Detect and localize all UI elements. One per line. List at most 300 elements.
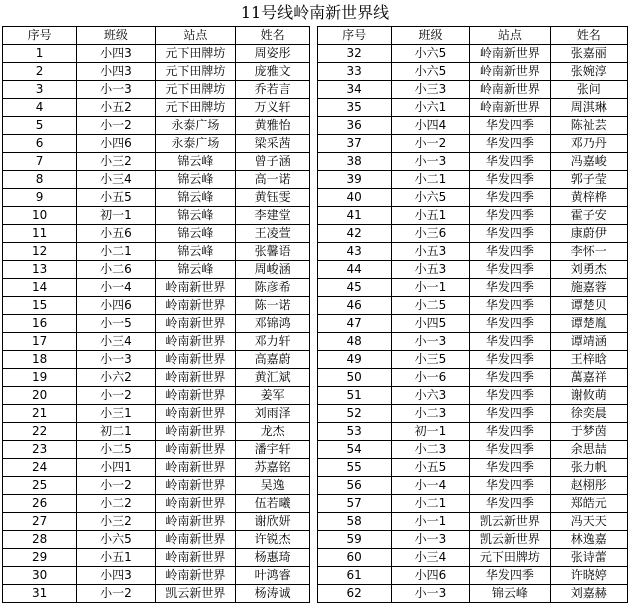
cell-name: 梁采茜 [236,135,310,153]
cell-name: 曾子涵 [236,153,310,171]
cell-name: 林逸嘉 [550,531,627,549]
cell-name: 郑皓元 [550,495,627,513]
table-row [3,261,628,279]
cell-class: 小一2 [77,117,155,135]
cell-number: 2 [3,63,77,81]
cell-number: 55 [317,459,391,477]
cell-class: 小五3 [391,243,469,261]
cell-name: 谢欣妍 [236,513,310,531]
cell-stop: 华发四季 [470,117,550,135]
cell-stop: 岭南新世界 [155,459,235,477]
cell-number: 47 [317,315,391,333]
cell-stop: 锦云峰 [155,189,235,207]
cell-name: 王凌萱 [236,225,310,243]
cell-number: 28 [3,531,77,549]
cell-class: 小一3 [391,153,469,171]
cell-name: 邓力轩 [236,333,310,351]
cell-stop: 华发四季 [470,333,550,351]
cell-class: 小一3 [391,333,469,351]
cell-name: 陈祉芸 [550,117,627,135]
cell-stop: 华发四季 [470,405,550,423]
column-separator [310,405,317,423]
cell-class: 小一1 [391,279,469,297]
cell-number: 9 [3,189,77,207]
cell-class: 初一1 [391,423,469,441]
column-separator [310,261,317,279]
cell-number: 33 [317,63,391,81]
column-separator [310,531,317,549]
cell-name: 刘雨泽 [236,405,310,423]
table-row [3,153,628,171]
cell-class: 小四3 [77,63,155,81]
cell-name: 张力帆 [550,459,627,477]
cell-number: 11 [3,225,77,243]
column-separator [310,27,317,45]
cell-number: 20 [3,387,77,405]
cell-class: 小二1 [391,171,469,189]
cell-name: 冯天天 [550,513,627,531]
cell-class: 小一3 [391,585,469,603]
col-header-stop: 站点 [470,27,550,45]
cell-number: 27 [3,513,77,531]
cell-stop: 凯云新世界 [155,585,235,603]
cell-name: 赵栩彤 [550,477,627,495]
cell-stop: 岭南新世界 [155,423,235,441]
cell-number: 54 [317,441,391,459]
cell-stop: 岭南新世界 [155,351,235,369]
cell-name: 谭楚胤 [550,315,627,333]
cell-class: 小一4 [391,477,469,495]
cell-name: 谭楚贝 [550,297,627,315]
cell-number: 25 [3,477,77,495]
column-separator [310,207,317,225]
cell-name: 许晓婷 [550,567,627,585]
column-separator [310,279,317,297]
cell-stop: 岭南新世界 [155,315,235,333]
col-header-number: 序号 [317,27,391,45]
column-separator [310,513,317,531]
column-separator [310,477,317,495]
cell-number: 34 [317,81,391,99]
cell-name: 杨惠琦 [236,549,310,567]
column-separator [310,369,317,387]
table-row [3,63,628,81]
cell-class: 小四6 [391,567,469,585]
cell-class: 小二3 [391,441,469,459]
cell-number: 26 [3,495,77,513]
column-separator [310,495,317,513]
cell-number: 42 [317,225,391,243]
cell-stop: 华发四季 [470,225,550,243]
cell-number: 32 [317,45,391,63]
cell-number: 23 [3,441,77,459]
table-row [3,459,628,477]
cell-stop: 元下田牌坊 [155,81,235,99]
cell-name: 周峻涵 [236,261,310,279]
cell-name: 周淇琳 [550,99,627,117]
cell-class: 小五5 [391,459,469,477]
cell-class: 小六5 [391,63,469,81]
cell-stop: 岭南新世界 [155,387,235,405]
header-row [3,27,628,45]
cell-stop: 岭南新世界 [155,405,235,423]
cell-class: 小一3 [77,81,155,99]
cell-stop: 永泰广场 [155,135,235,153]
column-separator [310,117,317,135]
cell-stop: 岭南新世界 [470,63,550,81]
table-row [3,477,628,495]
cell-stop: 岭南新世界 [155,297,235,315]
cell-stop: 华发四季 [470,567,550,585]
cell-class: 小二2 [77,495,155,513]
cell-class: 小二5 [391,297,469,315]
cell-class: 小三6 [391,225,469,243]
cell-name: 邓乃丹 [550,135,627,153]
cell-name: 龙杰 [236,423,310,441]
col-header-class: 班级 [391,27,469,45]
column-separator [310,243,317,261]
cell-name: 姜军 [236,387,310,405]
cell-class: 小一2 [77,477,155,495]
cell-name: 高嘉蔚 [236,351,310,369]
cell-name: 伍若曦 [236,495,310,513]
cell-name: 萬嘉祥 [550,369,627,387]
cell-number: 18 [3,351,77,369]
table-row [3,387,628,405]
cell-class: 小一1 [391,513,469,531]
table-row [3,243,628,261]
cell-name: 李建堂 [236,207,310,225]
cell-name: 杨涛诚 [236,585,310,603]
cell-name: 周姿彤 [236,45,310,63]
cell-number: 15 [3,297,77,315]
cell-number: 1 [3,45,77,63]
cell-name: 黄雅怡 [236,117,310,135]
cell-class: 小五1 [391,207,469,225]
cell-stop: 锦云峰 [155,243,235,261]
cell-number: 13 [3,261,77,279]
cell-class: 小一2 [77,585,155,603]
cell-stop: 锦云峰 [155,225,235,243]
cell-stop: 华发四季 [470,477,550,495]
column-separator [310,297,317,315]
cell-stop: 元下田牌坊 [155,45,235,63]
cell-class: 小二1 [77,243,155,261]
cell-class: 小五2 [77,99,155,117]
cell-name: 谢攸萌 [550,387,627,405]
table-row [3,441,628,459]
cell-class: 小四6 [77,297,155,315]
cell-number: 4 [3,99,77,117]
cell-class: 小三3 [391,81,469,99]
cell-stop: 岭南新世界 [470,99,550,117]
cell-class: 小六5 [77,531,155,549]
cell-number: 46 [317,297,391,315]
cell-stop: 元下田牌坊 [155,99,235,117]
cell-name: 王梓晗 [550,351,627,369]
column-separator [310,153,317,171]
cell-number: 3 [3,81,77,99]
cell-number: 57 [317,495,391,513]
table-row [3,207,628,225]
table-row [3,495,628,513]
cell-number: 61 [317,567,391,585]
cell-number: 31 [3,585,77,603]
cell-name: 施嘉蓉 [550,279,627,297]
cell-stop: 元下田牌坊 [155,63,235,81]
column-separator [310,387,317,405]
cell-stop: 华发四季 [470,297,550,315]
cell-stop: 岭南新世界 [155,549,235,567]
cell-number: 24 [3,459,77,477]
cell-number: 43 [317,243,391,261]
cell-class: 小五1 [77,549,155,567]
cell-class: 小三4 [77,333,155,351]
cell-stop: 华发四季 [470,135,550,153]
cell-number: 22 [3,423,77,441]
table-row [3,117,628,135]
cell-class: 小三2 [77,153,155,171]
cell-stop: 永泰广场 [155,117,235,135]
cell-class: 小四3 [77,567,155,585]
table-row [3,99,628,117]
cell-number: 17 [3,333,77,351]
cell-class: 小一4 [77,279,155,297]
table-row [3,585,628,603]
cell-stop: 华发四季 [470,171,550,189]
column-separator [310,585,317,603]
cell-number: 36 [317,117,391,135]
table-row [3,225,628,243]
column-separator [310,45,317,63]
cell-stop: 华发四季 [470,369,550,387]
cell-stop: 锦云峰 [155,171,235,189]
cell-stop: 岭南新世界 [155,441,235,459]
cell-class: 小二1 [391,495,469,513]
cell-class: 小二3 [391,405,469,423]
table-row [3,279,628,297]
column-separator [310,171,317,189]
cell-name: 冯嘉峻 [550,153,627,171]
cell-class: 小四4 [391,117,469,135]
cell-stop: 岭南新世界 [155,279,235,297]
cell-name: 张诗蕾 [550,549,627,567]
table-row [3,171,628,189]
cell-number: 53 [317,423,391,441]
column-separator [310,567,317,585]
table-row [3,513,628,531]
cell-name: 霍子安 [550,207,627,225]
cell-class: 初一1 [77,207,155,225]
roster-body [3,45,628,603]
cell-name: 陈彦希 [236,279,310,297]
column-separator [310,63,317,81]
cell-number: 35 [317,99,391,117]
table-row [3,531,628,549]
column-separator [310,441,317,459]
cell-class: 小一2 [77,387,155,405]
cell-stop: 岭南新世界 [155,513,235,531]
cell-class: 小一3 [391,531,469,549]
cell-name: 黄梓桦 [550,189,627,207]
cell-number: 7 [3,153,77,171]
cell-number: 16 [3,315,77,333]
cell-number: 5 [3,117,77,135]
cell-class: 小四5 [391,315,469,333]
table-row [3,405,628,423]
cell-name: 谭靖涵 [550,333,627,351]
cell-number: 41 [317,207,391,225]
cell-number: 19 [3,369,77,387]
cell-stop: 锦云峰 [155,207,235,225]
cell-class: 小五6 [77,225,155,243]
cell-number: 30 [3,567,77,585]
cell-name: 万义轩 [236,99,310,117]
cell-class: 小三4 [391,549,469,567]
cell-stop: 华发四季 [470,423,550,441]
col-header-class: 班级 [77,27,155,45]
cell-name: 李怀一 [550,243,627,261]
cell-class: 小一6 [391,369,469,387]
cell-class: 小四3 [77,45,155,63]
cell-stop: 华发四季 [470,459,550,477]
cell-class: 小六1 [391,99,469,117]
column-separator [310,333,317,351]
cell-stop: 华发四季 [470,207,550,225]
cell-class: 小一5 [77,315,155,333]
table-row [3,297,628,315]
cell-number: 62 [317,585,391,603]
cell-name: 潘宇轩 [236,441,310,459]
cell-stop: 锦云峰 [155,261,235,279]
column-separator [310,225,317,243]
cell-number: 8 [3,171,77,189]
cell-number: 14 [3,279,77,297]
cell-name: 庞雅文 [236,63,310,81]
cell-number: 52 [317,405,391,423]
table-row [3,567,628,585]
cell-stop: 华发四季 [470,351,550,369]
cell-number: 60 [317,549,391,567]
cell-name: 邓锦鸿 [236,315,310,333]
cell-stop: 华发四季 [470,279,550,297]
table-row [3,333,628,351]
cell-name: 高一诺 [236,171,310,189]
sheet-title: 11号线岭南新世界线 [240,3,390,22]
cell-class: 小三1 [77,405,155,423]
cell-name: 张嘉丽 [550,45,627,63]
cell-class: 小六2 [77,369,155,387]
column-separator [310,189,317,207]
cell-number: 48 [317,333,391,351]
cell-stop: 锦云峰 [470,585,550,603]
col-header-stop: 站点 [155,27,235,45]
cell-stop: 华发四季 [470,387,550,405]
column-separator [310,423,317,441]
cell-name: 刘勇杰 [550,261,627,279]
cell-name: 吴逸 [236,477,310,495]
column-separator [310,351,317,369]
column-separator [310,315,317,333]
cell-name: 乔若言 [236,81,310,99]
cell-stop: 凯云新世界 [470,531,550,549]
cell-number: 56 [317,477,391,495]
table-row [3,315,628,333]
cell-name: 张问 [550,81,627,99]
cell-stop: 岭南新世界 [155,567,235,585]
cell-name: 张婉淳 [550,63,627,81]
cell-stop: 凯云新世界 [470,513,550,531]
cell-number: 10 [3,207,77,225]
cell-stop: 岭南新世界 [470,45,550,63]
cell-stop: 岭南新世界 [155,369,235,387]
cell-class: 小五5 [77,189,155,207]
cell-stop: 华发四季 [470,243,550,261]
cell-name: 黄汇斌 [236,369,310,387]
table-row [3,549,628,567]
cell-stop: 华发四季 [470,153,550,171]
cell-name: 陈一诺 [236,297,310,315]
cell-name: 徐奕晨 [550,405,627,423]
cell-number: 6 [3,135,77,153]
table-row [3,45,628,63]
column-separator [310,549,317,567]
table-row [3,351,628,369]
cell-stop: 华发四季 [470,189,550,207]
cell-number: 44 [317,261,391,279]
cell-stop: 华发四季 [470,495,550,513]
cell-stop: 华发四季 [470,315,550,333]
col-header-name: 姓名 [236,27,310,45]
cell-class: 小五3 [391,261,469,279]
column-separator [310,99,317,117]
column-separator [310,81,317,99]
cell-name: 余思喆 [550,441,627,459]
table-row [3,369,628,387]
cell-class: 小四1 [77,459,155,477]
cell-name: 许锐杰 [236,531,310,549]
table-row [3,81,628,99]
col-header-name: 姓名 [550,27,627,45]
column-separator [310,135,317,153]
cell-number: 38 [317,153,391,171]
cell-class: 小三2 [77,513,155,531]
cell-stop: 岭南新世界 [470,81,550,99]
cell-name: 于梦茵 [550,423,627,441]
cell-stop: 元下田牌坊 [470,549,550,567]
cell-number: 49 [317,351,391,369]
col-header-number: 序号 [3,27,77,45]
cell-class: 小一3 [77,351,155,369]
cell-number: 29 [3,549,77,567]
cell-number: 39 [317,171,391,189]
cell-class: 小一2 [391,135,469,153]
cell-name: 苏嘉铭 [236,459,310,477]
cell-class: 小二6 [77,261,155,279]
cell-class: 小六5 [391,45,469,63]
cell-number: 50 [317,369,391,387]
cell-stop: 华发四季 [470,441,550,459]
cell-name: 刘嘉赫 [550,585,627,603]
table-row [3,135,628,153]
cell-stop: 岭南新世界 [155,495,235,513]
cell-class: 初二1 [77,423,155,441]
cell-class: 小二5 [77,441,155,459]
cell-number: 37 [317,135,391,153]
cell-number: 45 [317,279,391,297]
cell-number: 21 [3,405,77,423]
cell-name: 黄钰雯 [236,189,310,207]
